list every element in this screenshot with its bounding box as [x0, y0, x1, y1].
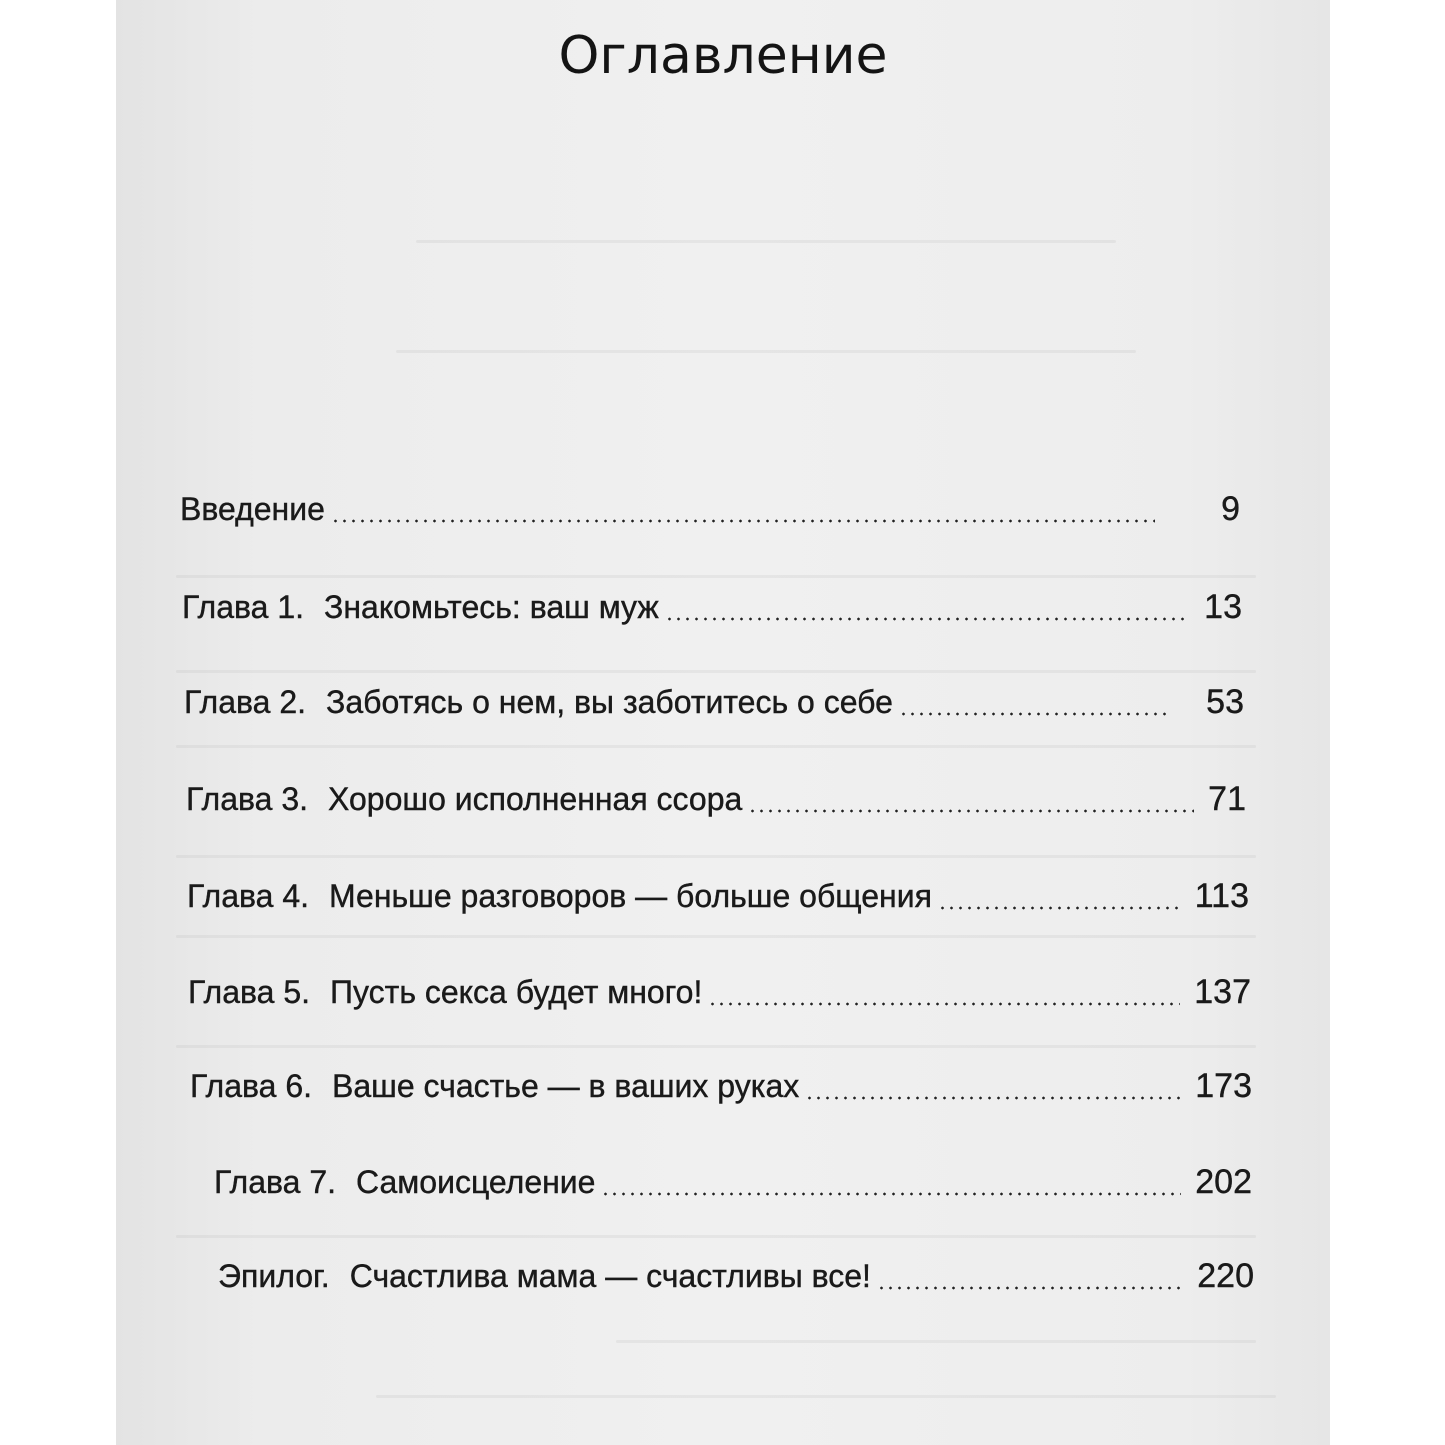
- toc-entry-text: Хорошо исполненная ссора: [328, 781, 743, 817]
- toc-page-number: 9: [1221, 490, 1240, 528]
- toc-entry-text: Пусть секса будет много!: [330, 974, 703, 1010]
- toc-entry-chapter-2: [184, 683, 1244, 722]
- dot-leader: [708, 1002, 1180, 1006]
- toc-page-number: 53: [1206, 683, 1244, 721]
- toc-chapter-label: Эпилог.: [218, 1258, 330, 1294]
- dot-leader: [805, 1096, 1181, 1100]
- toc-entry-text: Знакомьтесь: ваш муж: [324, 589, 659, 625]
- toc-entry-chapter-7: [214, 1163, 1252, 1202]
- toc-entry-chapter-1: [182, 588, 1242, 627]
- show-through-line: [376, 1395, 1276, 1398]
- toc-chapter-label: Глава 7.: [214, 1164, 337, 1200]
- toc-chapter-label: Глава 2.: [184, 684, 307, 720]
- toc-entry-chapter-6: [190, 1067, 1252, 1106]
- show-through-line: [176, 1045, 1256, 1048]
- toc-entry-text: Счастлива мама — счастливы все!: [349, 1258, 871, 1294]
- toc-page-number: 220: [1197, 1257, 1254, 1295]
- dot-leader: [899, 712, 1170, 716]
- toc-entry-epilogue: [218, 1257, 1254, 1296]
- dot-leader: [938, 906, 1181, 910]
- dot-leader: [665, 617, 1190, 621]
- dot-leader: [331, 519, 1155, 523]
- toc-chapter-label: Глава 6.: [190, 1068, 313, 1104]
- toc-page-number: 137: [1194, 973, 1251, 1011]
- toc-page-number: 173: [1195, 1067, 1252, 1105]
- show-through-line: [176, 745, 1256, 748]
- toc-page-number: 71: [1208, 780, 1246, 818]
- show-through-line: [176, 855, 1256, 858]
- toc-page-number: 202: [1195, 1163, 1252, 1201]
- dot-leader: [748, 809, 1194, 813]
- page-title: Оглавление: [558, 26, 888, 86]
- dot-leader: [601, 1192, 1181, 1196]
- toc-chapter-label: Глава 5.: [188, 974, 311, 1010]
- toc-chapter-label: Глава 4.: [187, 878, 310, 914]
- show-through-line: [416, 240, 1116, 243]
- toc-chapter-label: Глава 1.: [182, 589, 305, 625]
- toc-entry-introduction: [180, 490, 1240, 529]
- show-through-line: [176, 670, 1256, 673]
- toc-entry-chapter-4: [187, 877, 1249, 916]
- toc-page-number: 113: [1194, 877, 1249, 915]
- toc-entry-text: Меньше разговоров — больше общения: [329, 878, 932, 914]
- toc-page-number: 13: [1204, 588, 1242, 626]
- toc-chapter-label: Глава 3.: [186, 781, 309, 817]
- show-through-line: [176, 575, 1256, 578]
- toc-entry-chapter-5: [188, 973, 1251, 1012]
- show-through-line: [176, 1235, 1256, 1238]
- toc-entry-chapter-3: [186, 780, 1246, 819]
- toc-entry-text: Ваше счастье — в ваших руках: [332, 1068, 800, 1104]
- book-page: [116, 0, 1330, 1445]
- show-through-line: [176, 935, 1256, 938]
- dot-leader: [877, 1286, 1183, 1290]
- show-through-line: [616, 1340, 1256, 1343]
- toc-entry-text: Самоисцеление: [356, 1164, 596, 1200]
- show-through-line: [396, 350, 1136, 353]
- toc-entry-text: Заботясь о нем, вы заботитесь о себе: [326, 684, 893, 720]
- toc-entry-text: Введение: [180, 491, 325, 527]
